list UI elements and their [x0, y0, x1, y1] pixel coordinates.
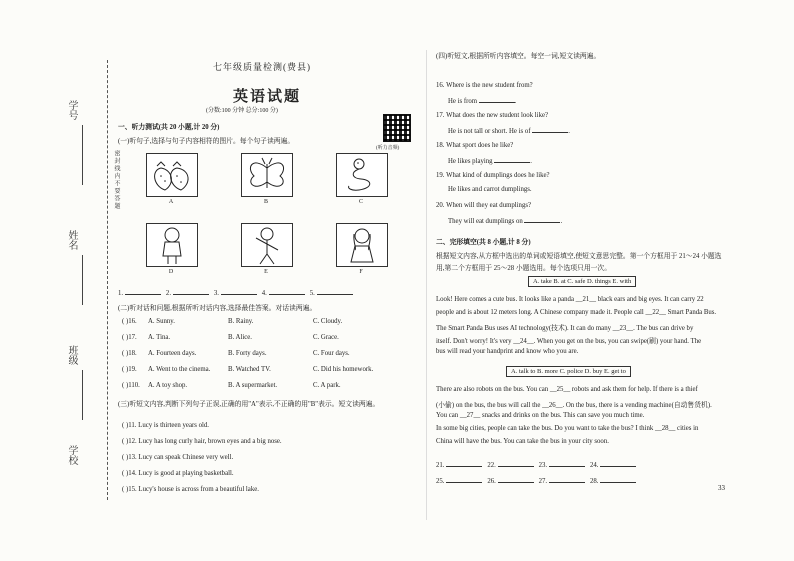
answer-3-blank[interactable]: [221, 288, 257, 295]
q2-num: ( )19.: [122, 366, 137, 373]
q4-answer: He likes playing .: [448, 158, 532, 165]
student-id-line: [82, 125, 83, 185]
q2-option-a[interactable]: A. Sunny.: [148, 318, 175, 325]
answer-blank[interactable]: [549, 476, 585, 483]
q4-blank[interactable]: [494, 156, 530, 163]
part2-intro-2: 用,第二个方框用于 25～28 小题选用。每个选项只用一次。: [436, 265, 612, 272]
answer-blank[interactable]: [600, 460, 636, 467]
q4-question: 17. What does the new student look like?: [436, 112, 548, 119]
picture-b-label: B: [263, 199, 268, 205]
part2-intro-1: 根据短文内容,从方框中选出的单词或短语填空,使短文意思完整。第一个方框用于 21～24 小题选: [436, 253, 722, 260]
exam-meta: (分数:100 分钟 总分:100 分): [206, 108, 278, 114]
answer-num: 24.: [589, 462, 599, 469]
q3-item[interactable]: ( )11. Lucy is thirteen years old.: [122, 422, 209, 429]
q3-item[interactable]: ( )12. Lucy has long curly hair, brown eyes and a big nose.: [122, 438, 282, 445]
q4-instruction: (四)听短文,根据所听内容填空。每空一词,短文读两遍。: [436, 53, 601, 60]
passage1-line: Look! Here comes a cute bus. It looks like a panda __21__ black ears and big eyes. It can carry 22: [436, 296, 704, 303]
q2-option-a[interactable]: A. Tina.: [148, 334, 171, 341]
picture-c: [336, 153, 388, 197]
q4-answer-text: He is from: [448, 98, 478, 105]
answer-blank[interactable]: [446, 460, 482, 467]
q2-option-c[interactable]: C. Four days.: [313, 350, 350, 357]
right-column: [436, 46, 736, 536]
q2-option-a[interactable]: A. Fourteen days.: [148, 350, 197, 357]
answer-num: 21.: [436, 462, 445, 469]
qr-label: (听力音频): [376, 146, 400, 151]
binding-margin: [62, 60, 119, 500]
q2-option-c[interactable]: C. Did his homework.: [313, 366, 374, 373]
picture-e-label: E: [264, 269, 268, 275]
word-box-2: A. talk to B. more C. police D. buy E. get to: [506, 366, 631, 377]
q4-answer: He is from .: [448, 98, 517, 105]
q2-option-c[interactable]: C. Grace.: [313, 334, 339, 341]
answer-num: 25.: [436, 478, 445, 485]
q2-option-c[interactable]: C. A park.: [313, 382, 341, 389]
q3-item[interactable]: ( )14. Lucy is good at playing basketball.: [122, 470, 234, 477]
picture-f-label: F: [359, 269, 363, 275]
passage1-line: people and is about 12 meters long. A Chinese company made it. People call __22__ Smart Panda Bus.: [436, 309, 717, 316]
answer-1-blank[interactable]: [125, 288, 161, 295]
answer-blank[interactable]: [446, 476, 482, 483]
answer-3: 3.: [213, 290, 219, 297]
q3-item[interactable]: ( )13. Lucy can speak Chinese very well.: [122, 454, 234, 461]
sec3-instruction: (三)听短文内容,判断下列句子正误,正确的用"A"表示,不正确的用"B"表示。短文读两遍。: [118, 401, 380, 408]
answer-num: 23.: [538, 462, 548, 469]
seal-text: 密 封 线 内 不 要 答 题: [113, 150, 119, 209]
girl-icon: [337, 224, 387, 266]
q2-num: ( )17.: [122, 334, 137, 341]
q2-option-b[interactable]: B. Forty days.: [228, 350, 267, 357]
passage1-line: itself. Don't worry! It's very __24__. When you get on the bus, you can swipe(刷) your hand. The: [436, 338, 702, 345]
picture-answer-row: [118, 288, 353, 297]
q4-answer: They will eat dumplings on .: [448, 218, 563, 225]
q2-option-c[interactable]: C. Cloudy.: [313, 318, 343, 325]
q4-answer-text: They will eat dumplings on: [448, 218, 523, 225]
picture-e: [241, 223, 293, 267]
q3-item[interactable]: ( )15. Lucy's house is across from a beautiful lake.: [122, 486, 259, 493]
passage1-line: bus will read your handprint and know who you are.: [436, 348, 579, 355]
answer-4: 4.: [261, 290, 267, 297]
picture-a: [146, 153, 198, 197]
answer-num: 28.: [589, 478, 599, 485]
q4-answer[interactable]: He likes and carrot dumplings.: [448, 186, 532, 193]
answer-blank[interactable]: [498, 460, 534, 467]
butterfly-icon: [242, 154, 292, 196]
picture-d: [146, 223, 198, 267]
q4-answer-text: He is not tall or short. He is of: [448, 128, 531, 135]
passage2-line: There are also robots on the bus. You can __25__ robots and ask them for help. If there is a thief: [436, 386, 698, 393]
q4-answer-text: He likes playing: [448, 158, 493, 165]
student-id-label: 学号: [66, 100, 77, 120]
q2-option-b[interactable]: B. Alice.: [228, 334, 252, 341]
q2-option-a[interactable]: A. Went to the cinema.: [148, 366, 211, 373]
q2-num: ( )18.: [122, 350, 137, 357]
q4-question: 19. What kind of dumplings does he like?: [436, 172, 550, 179]
boy-icon: [147, 224, 197, 266]
left-column: [118, 48, 418, 528]
answer-blank[interactable]: [549, 460, 585, 467]
q2-option-b[interactable]: B. Rainy.: [228, 318, 254, 325]
picture-grid: [146, 153, 386, 303]
answer-row-1: [436, 460, 636, 469]
q2-option-b[interactable]: B. A supermarket.: [228, 382, 278, 389]
part1-heading: 一、听力测试(共 20 小题,计 20 分): [118, 124, 220, 131]
q4-blank[interactable]: [532, 126, 568, 133]
picture-f: [336, 223, 388, 267]
answer-blank[interactable]: [600, 476, 636, 483]
q4-answer: He is not tall or short. He is of .: [448, 128, 570, 135]
q4-question: 16. Where is the new student from?: [436, 82, 533, 89]
passage2-line: You can __27__ snacks and drinks on the bus. This can save you much time.: [436, 412, 645, 419]
answer-num: 27.: [538, 478, 548, 485]
school-label: 学校: [66, 445, 77, 465]
q2-num: ( )110.: [122, 382, 140, 389]
q4-blank[interactable]: [479, 96, 515, 103]
strawberry-icon: [147, 154, 197, 196]
q2-num: ( )16.: [122, 318, 137, 325]
name-line: [82, 255, 83, 305]
class-line: [82, 370, 83, 420]
picture-d-label: D: [168, 269, 174, 275]
answer-2-blank[interactable]: [173, 288, 209, 295]
sec2-instruction: (二)听对话和问题,根据所听对话内容,选择最佳答案。对话读两遍。: [118, 305, 317, 312]
q2-option-a[interactable]: A. A toy shop.: [148, 382, 188, 389]
word-box-1: A. take B. at C. safe D. things E. with: [528, 276, 636, 287]
passage2-line: China will have the bus. You can take the bus in your city soon.: [436, 438, 609, 445]
passage2-line: In some big cities, people can take the bus. Do you want to take the bus? I think __28__ cities in: [436, 425, 699, 432]
qr-code[interactable]: [383, 114, 411, 142]
passage2-line: (小偷) on the bus, the bus will call the __26__. On the bus, there is a vending machine(自动售货机).: [436, 402, 712, 409]
part2-heading: 二、完形填空(共 8 小题,计 8 分): [436, 239, 531, 246]
exam-title: 七年级质量检测(费县): [213, 62, 311, 72]
answer-num: 22.: [487, 462, 496, 469]
answer-num: 26.: [487, 478, 496, 485]
answer-row-2: [436, 476, 636, 485]
q4-question: 20. When will they eat dumplings?: [436, 202, 532, 209]
girl-dancing-icon: [242, 224, 292, 266]
picture-c-label: C: [358, 199, 363, 205]
page-number: 33: [718, 484, 725, 492]
subject-title: 英语试题: [233, 89, 302, 105]
passage1-line: The Smart Panda Bus uses AI technology(技术). It can do many __23__. The bus can drive by: [436, 325, 694, 332]
picture-a-label: A: [168, 199, 174, 205]
sec1-instruction: (一)听句子,选择与句子内容相符的图片。每个句子读两遍。: [118, 138, 295, 145]
answer-4-blank[interactable]: [269, 288, 305, 295]
answer-5: 5.: [309, 290, 315, 297]
q2-option-b[interactable]: B. Watched TV.: [228, 366, 271, 373]
answer-blank[interactable]: [498, 476, 534, 483]
name-label: 姓名: [66, 230, 77, 250]
cut-line: [107, 60, 108, 500]
fold-line: [426, 50, 427, 520]
q4-blank[interactable]: [524, 216, 560, 223]
answer-2: 2.: [165, 290, 172, 297]
snake-icon: [337, 154, 387, 196]
q4-question: 18. What sport does he like?: [436, 142, 514, 149]
picture-b: [241, 153, 293, 197]
class-label: 班级: [66, 345, 77, 365]
answer-5-blank[interactable]: [317, 288, 353, 295]
answer-1: 1.: [118, 290, 124, 297]
